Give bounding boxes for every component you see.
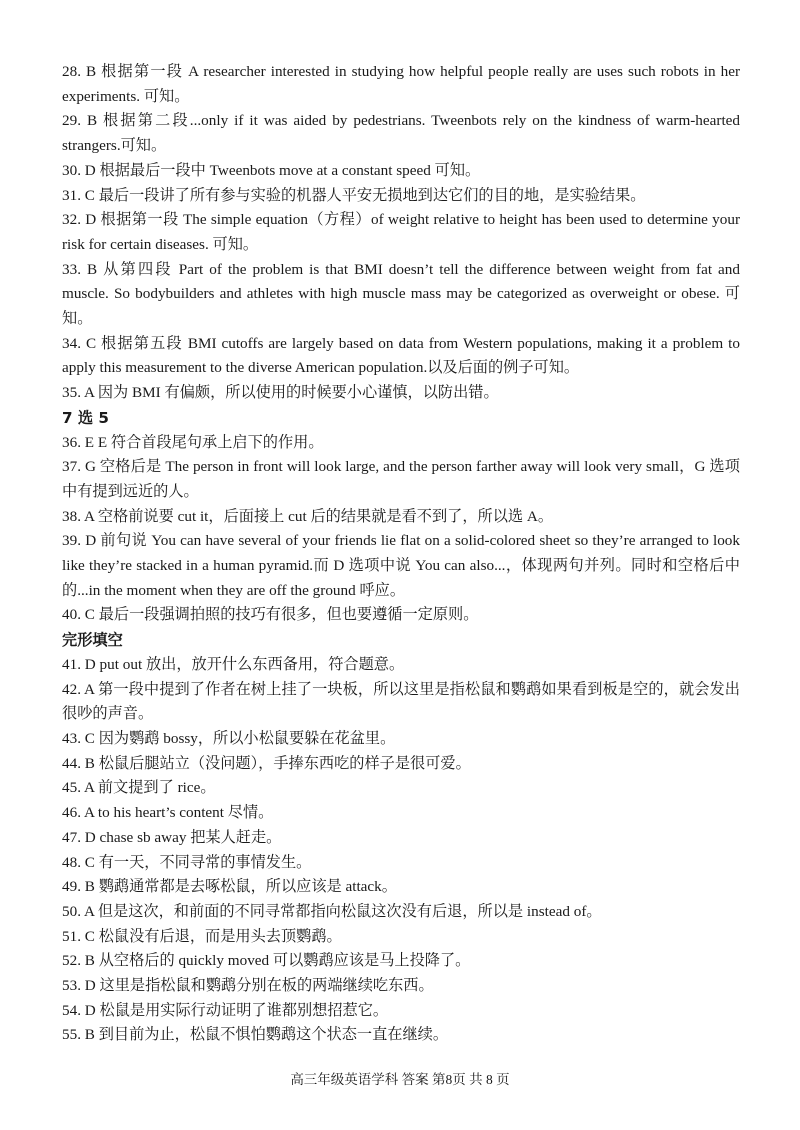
answer-item: 46. A to his heart’s content 尽情。	[62, 804, 274, 822]
page-footer: 高三年级英语学科 答案 第8页 共 8 页	[290, 1072, 510, 1087]
answer-item: 36. E E 符合首段尾句承上启下的作用。	[62, 433, 324, 451]
answer-item: 47. D chase sb away 把某人赶走。	[62, 828, 282, 846]
answer-item: 49. B 鹦鹉通常都是去啄松鼠，所以应该是 attack。	[62, 878, 397, 896]
answer-item: 35. A 因为 BMI 有偏颇，所以使用的时候要小心谨慎，以防出错。	[62, 384, 499, 402]
answer-item: 43. C 因为鹦鹉 bossy，所以小松鼠要躲在花盆里。	[62, 729, 396, 747]
answer-item: 44. B 松鼠后腿站立（没问题），手捧东西吃的样子是很可爱。	[62, 754, 471, 772]
answer-item: 40. C 最后一段强调拍照的技巧有很多，但也要遵循一定原则。	[62, 606, 479, 624]
answer-item: 41. D put out 放出，放开什么东西备用，符合题意。	[62, 655, 405, 673]
answer-item: 42. A 第一段中提到了作者在树上挂了一块板，所以这里是指松鼠和鹦鹉如果看到板是空的，就会发出很吵的声音。	[62, 680, 740, 723]
answer-item: 50. A 但是这次，和前面的不同寻常都指向松鼠这次没有后退，所以是 instead of。	[62, 902, 602, 920]
answer-item: 39. D 前句说 You can have several of your friends lie flat on a solid-colored sheet so they’re arranged to look like they’re stacked in a human pyramid.而 D 选项中说 You can also...，体现两句并列。同时和空格后中的...in the moment when they are off the ground 呼应。	[62, 532, 740, 599]
answer-item: 32. D 根据第一段 The simple equation（方程）of weight relative to height has been used to determine your risk for certain diseases. 可知。	[62, 211, 740, 253]
answer-item: 37. G 空格后是 The person in front will look large, and the person farther away will look very small，G 选项中有提到远近的人。	[62, 458, 740, 500]
answer-item: 48. C 有一天，不同寻常的事情发生。	[62, 853, 312, 871]
answer-item: 28. B 根据第一段 A researcher interested in studying how helpful people really are uses such robots in her experiments. 可知。	[62, 63, 740, 105]
answer-item: 33. B 从第四段 Part of the problem is that BMI doesn’t tell the difference between weight from fat and muscle. So bodybuilders and athletes with high muscle mass may be categorized as overweight or obese. 可知。	[62, 260, 740, 328]
answer-item: 31. C 最后一段讲了所有参与实验的机器人平安无损地到达它们的目的地，是实验结果。	[62, 186, 646, 204]
section-heading: 7 选 5	[62, 408, 109, 427]
answer-item: 52. B 从空格后的 quickly moved 可以鹦鹉应该是马上投降了。	[62, 952, 471, 970]
answer-item: 45. A 前文提到了 rice。	[62, 779, 216, 797]
answer-item: 34. C 根据第五段 BMI cutoffs are largely based on data from Western populations, making it a problem to apply this measurement to the diverse American population.以及后面的例子可知。	[62, 334, 740, 377]
answer-item: 38. A 空格前说要 cut it，后面接上 cut 后的结果就是看不到了，所以选 A。	[62, 507, 554, 525]
answer-item: 53. D 这里是指松鼠和鹦鹉分别在板的两端继续吃东西。	[62, 977, 434, 995]
answer-list	[62, 60, 740, 1048]
answer-item: 30. D 根据最后一段中 Tweenbots move at a constant speed 可知。	[62, 161, 481, 179]
answer-item: 51. C 松鼠没有后退，而是用头去顶鹦鹉。	[62, 927, 342, 945]
answer-item: 55. B 到目前为止，松鼠不惧怕鹦鹉这个状态一直在继续。	[62, 1026, 449, 1044]
answer-item: 29. B 根据第二段...only if it was aided by pedestrians. Tweenbots rely on the kindness of warm-hearted strangers.可知。	[62, 112, 740, 155]
section-heading: 完形填空	[62, 631, 123, 650]
answer-item: 54. D 松鼠是用实际行动证明了谁都别想招惹它。	[62, 1001, 389, 1019]
